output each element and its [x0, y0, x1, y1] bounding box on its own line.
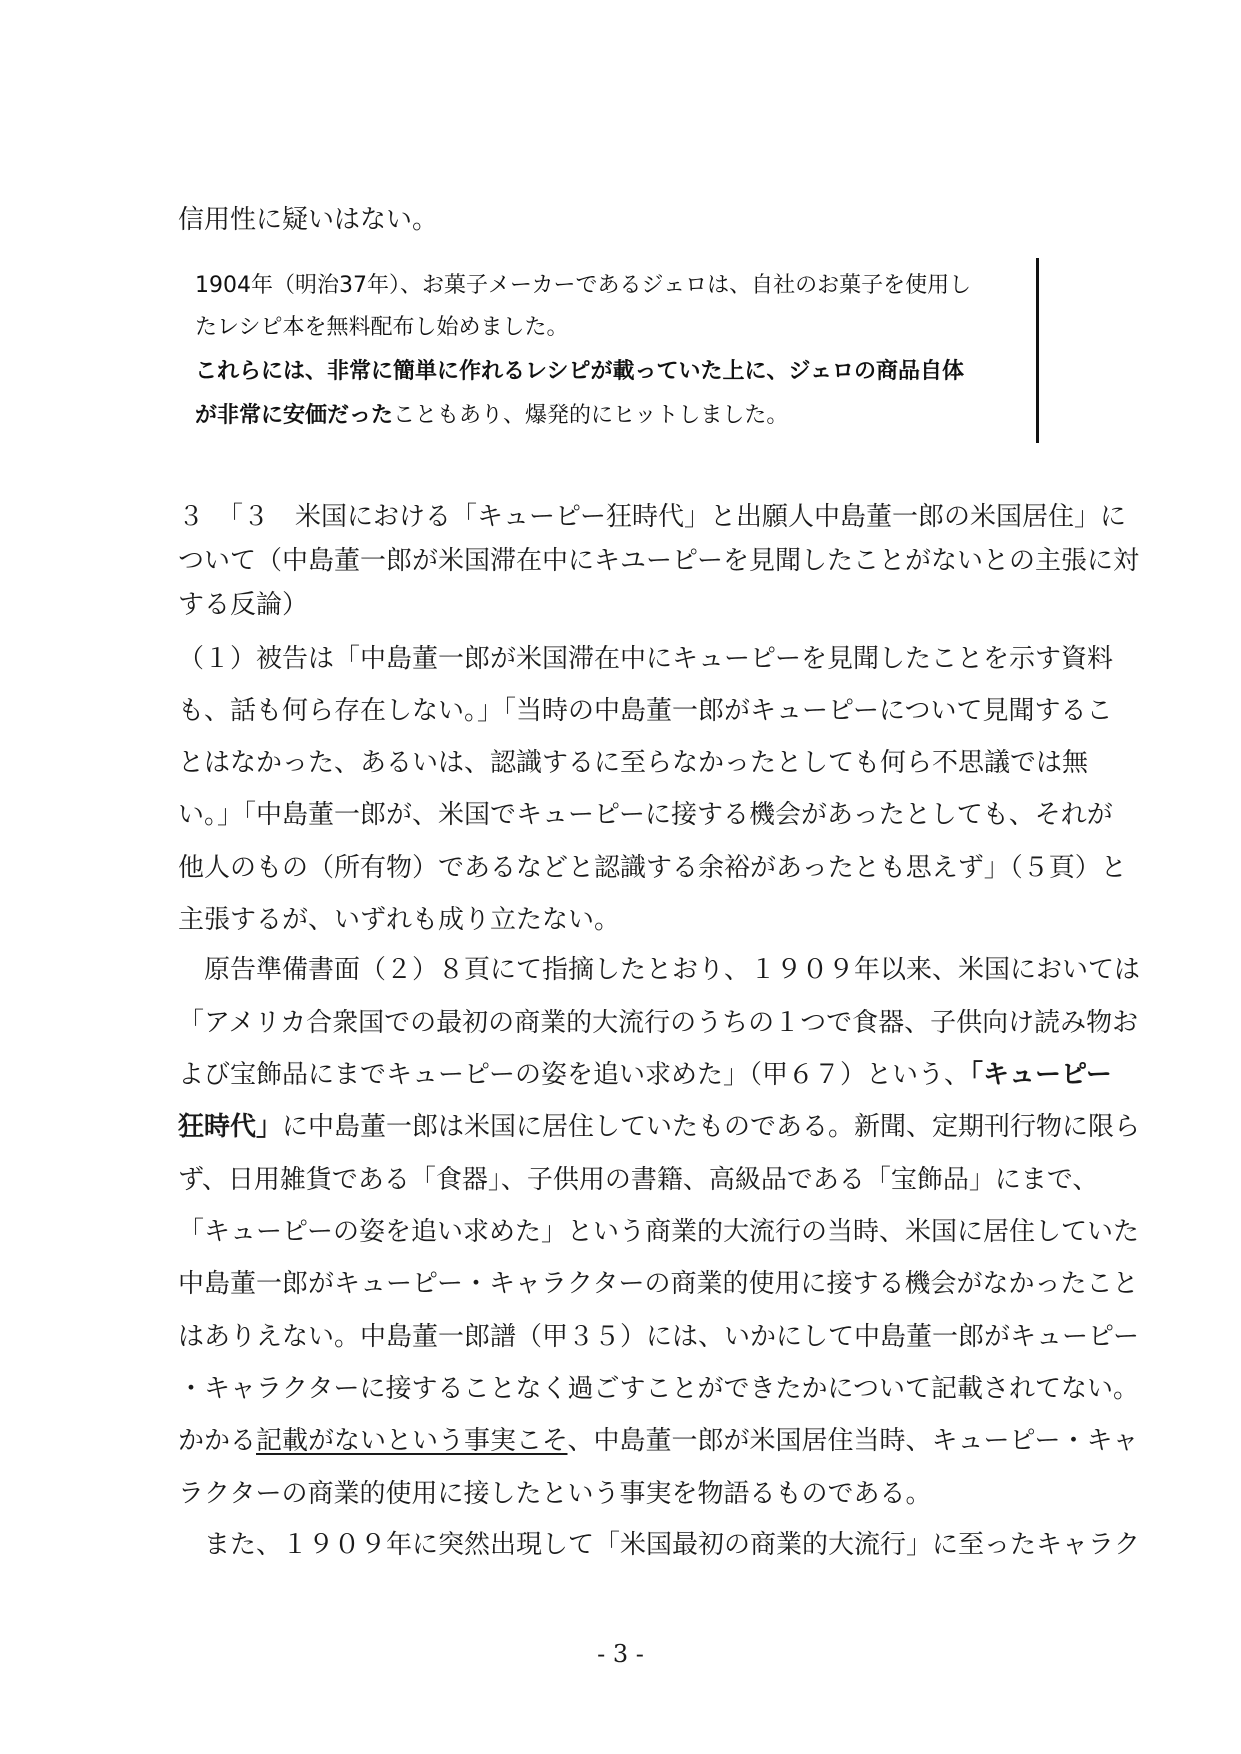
quote-line: これらには、非常に簡単に作れるレシピが載っていた上に、ジェロの商品自体	[195, 359, 965, 384]
underlined-text: 記載がないという事実こそ	[256, 1426, 568, 1456]
paragraph-text: 、中島董一郎が米国居住当時、キューピー・キャ	[567, 1426, 1139, 1456]
paragraph-line: も、話も何ら存在しない。」「当時の中島董一郎がキューピーについて見聞するこ	[178, 696, 1113, 726]
paragraph-text: かかる	[178, 1426, 257, 1456]
paragraph-line: 原告準備書面（２）８頁にて指摘したとおり、１９０９年以来、米国においては	[178, 955, 1141, 985]
paragraph-line: 「アメリカ合衆国での最初の商業的大流行のうちの１つで食器、子供向け読み物お	[178, 1008, 1139, 1038]
paragraph-text: よび宝飾品にまでキューピーの姿を追い求めた」（甲６７）という、	[178, 1060, 970, 1090]
quote-line: 1904年（明治37年）、お菓子メーカーであるジェロは、自社のお菓子を使用し	[195, 273, 972, 298]
quote-line: たレシピ本を無料配布し始めました。	[195, 315, 569, 340]
section-heading-line: する反論）	[178, 590, 309, 620]
paragraph-line: また、１９０９年に突然出現して「米国最初の商業的大流行」に至ったキャラク	[178, 1530, 1141, 1560]
quote-bold-text: が非常に安価だった	[195, 403, 394, 428]
paragraph-line: 中島董一郎がキューピー・キャラクターの商業的使用に接する機会がなかったこと	[178, 1269, 1139, 1299]
emphasized-text: 「キューピー	[969, 1060, 1112, 1090]
paragraph-line: 主張するが、いずれも成り立たない。	[178, 905, 621, 935]
quote-border	[1036, 258, 1039, 443]
paragraph-line	[178, 1112, 1141, 1142]
section-heading-line: ついて（中島董一郎が米国滞在中にキユーピーを見聞したことがないとの主張に対	[178, 546, 1139, 576]
paragraph-line: はありえない。中島董一郎譜（甲３５）には、いかにして中島董一郎がキューピー	[178, 1322, 1139, 1352]
section-heading-line: ３ 「３ 米国における「キューピー狂時代」と出願人中島董一郎の米国居住」に	[178, 502, 1126, 532]
paragraph-text: に中島董一郎は米国に居住していたものである。新聞、定期刊行物に限ら	[282, 1112, 1141, 1142]
paragraph-line: ラクターの商業的使用に接したという事実を物語るものである。	[178, 1479, 932, 1509]
paragraph-line	[178, 1060, 1118, 1090]
paragraph-line: ず、日用雑貨である「食器」、子供用の書籍、高級品である「宝飾品」にまで、	[178, 1165, 1099, 1195]
quote-line	[195, 402, 1025, 430]
paragraph-line: とはなかった、あるいは、認識するに至らなかったとしても何ら不思議では無	[178, 748, 1089, 778]
intro-line: 信用性に疑いはない。	[178, 205, 439, 235]
paragraph-line: 他人のもの（所有物）であるなどと認識する余裕があったとも思えず」（５頁）と	[178, 853, 1127, 883]
quote-text: こともあり、爆発的にヒットしました。	[393, 403, 789, 428]
paragraph-line: 「キューピーの姿を追い求めた」という商業的大流行の当時、米国に居住していた	[178, 1217, 1139, 1247]
paragraph-line: （１）被告は「中島董一郎が米国滞在中にキューピーを見聞したことを示す資料	[178, 644, 1113, 674]
paragraph-line: ・キャラクターに接することなく過ごすことができたかについて記載されてない。	[178, 1374, 1139, 1404]
paragraph-line: い。」「中島董一郎が、米国でキューピーに接する機会があったとしても、それが	[178, 800, 1113, 830]
emphasized-text: 狂時代」	[178, 1112, 283, 1142]
page-number: - 3 -	[597, 1640, 644, 1668]
paragraph-line	[178, 1426, 1139, 1456]
